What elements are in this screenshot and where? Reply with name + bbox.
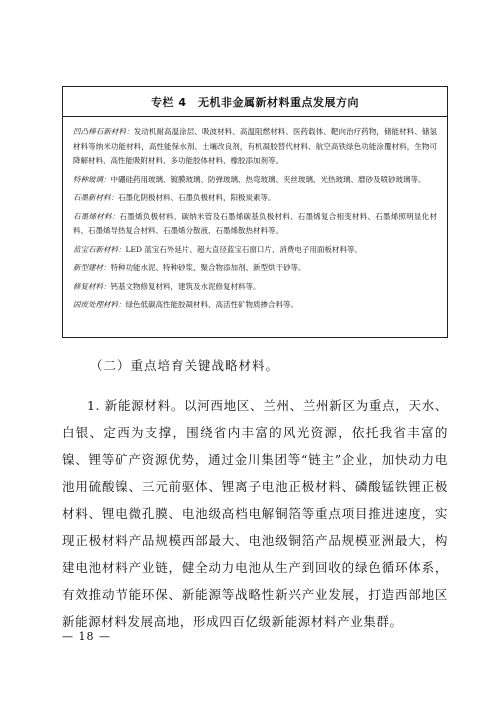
page-number: — 18 — xyxy=(62,630,111,643)
entry-key: 特种玻璃： xyxy=(73,174,111,184)
entry-key: 石墨烯材料： xyxy=(73,211,120,221)
entry-key: 修复材料： xyxy=(73,281,111,291)
box-entry xyxy=(73,261,437,276)
box-entry xyxy=(73,298,437,313)
entry-text: LED 蓝宝石外延片、超大直径蓝宝石窗口片、消费电子用面板材料等。 xyxy=(125,244,362,254)
entry-text: 发动机耐高温涂层、吸波材料、高温阻燃材料、医药载体、靶向治疗药物，储能材料、储氢材料等纳米功能材料，高性能保水剂、土壤改良剂，有机凝胶替代材料、航空高铁绿色功能涂覆材料，生物可降解材料、高性能吸附材料、多功能胶体材料、橡胶添加剂等。 xyxy=(73,127,438,165)
box-entry xyxy=(73,210,437,239)
body-paragraph: 1. 新能源材料。以河西地区、兰州、兰州新区为重点，天水、白银、定西为支撑，围绕省内丰富的风光资源，依托我省丰富的镍、锂等矿产资源优势，通过金川集团等“链主”企业，加快动力电池用硫酸镍、三元前驱体、锂离子电池正极材料、磷酸锰铁锂正极材料、锂电微孔膜、电池级高档电解铜箔等重点项目推进速度，实现正极材料产品规模西部最大、电池级铜箔产品规模亚洲最大，构建电池材料产业链，健全动力电池从生产到回收的绿色循环体系，有效推动节能环保、新能源等战略性新兴产业发展，打造西部地区新能源材料发展高地，形成四百亿级新能源材料产业集群。 xyxy=(62,397,448,629)
box-entry xyxy=(73,173,437,188)
entry-key: 固废处理材料： xyxy=(73,300,126,309)
entry-key: 石墨新材料： xyxy=(73,193,118,202)
box-entry xyxy=(73,125,437,169)
entry-text: 特种功能水泥、特种砂浆、聚合物添加剂、新型烘干砂等。 xyxy=(110,263,306,272)
box-body xyxy=(73,125,437,317)
entry-text: 石墨化阴极材料、石墨负极材料，阳极炭素等。 xyxy=(118,193,276,202)
feature-box xyxy=(62,86,448,338)
box-entry xyxy=(73,243,437,258)
section-heading: （二）重点培育关键战略材料。 xyxy=(90,358,280,373)
entry-text: 钙基文物修复材料，建筑及水泥修复材料等。 xyxy=(110,281,261,291)
entry-text: 石墨烯负极材料、碳纳米管及石墨烯碳基负极材料、石墨烯复合相变材料、石墨烯照明显化材料、石墨烯导热复合材料、石墨烯分散液、石墨烯散热材料等。 xyxy=(73,211,437,235)
entry-key: 蓝宝石新材料： xyxy=(73,244,126,254)
box-entry xyxy=(73,191,437,206)
box-entry xyxy=(73,280,437,295)
entry-text: 绿色低碳高性能胶凝材料、高活性矿物质掺合料等。 xyxy=(125,300,298,309)
entry-key: 新型建材： xyxy=(73,263,111,272)
entry-key: 凹凸棒石新材料： xyxy=(73,127,134,136)
box-title: 专栏 4 无机非金属新材料重点发展方向 xyxy=(63,87,447,117)
entry-text: 中硼硅药用玻璃、镀膜玻璃、防弹玻璃、热弯玻璃、夹丝玻璃、光热玻璃、磨砂及喷砂玻璃等。 xyxy=(110,174,426,184)
